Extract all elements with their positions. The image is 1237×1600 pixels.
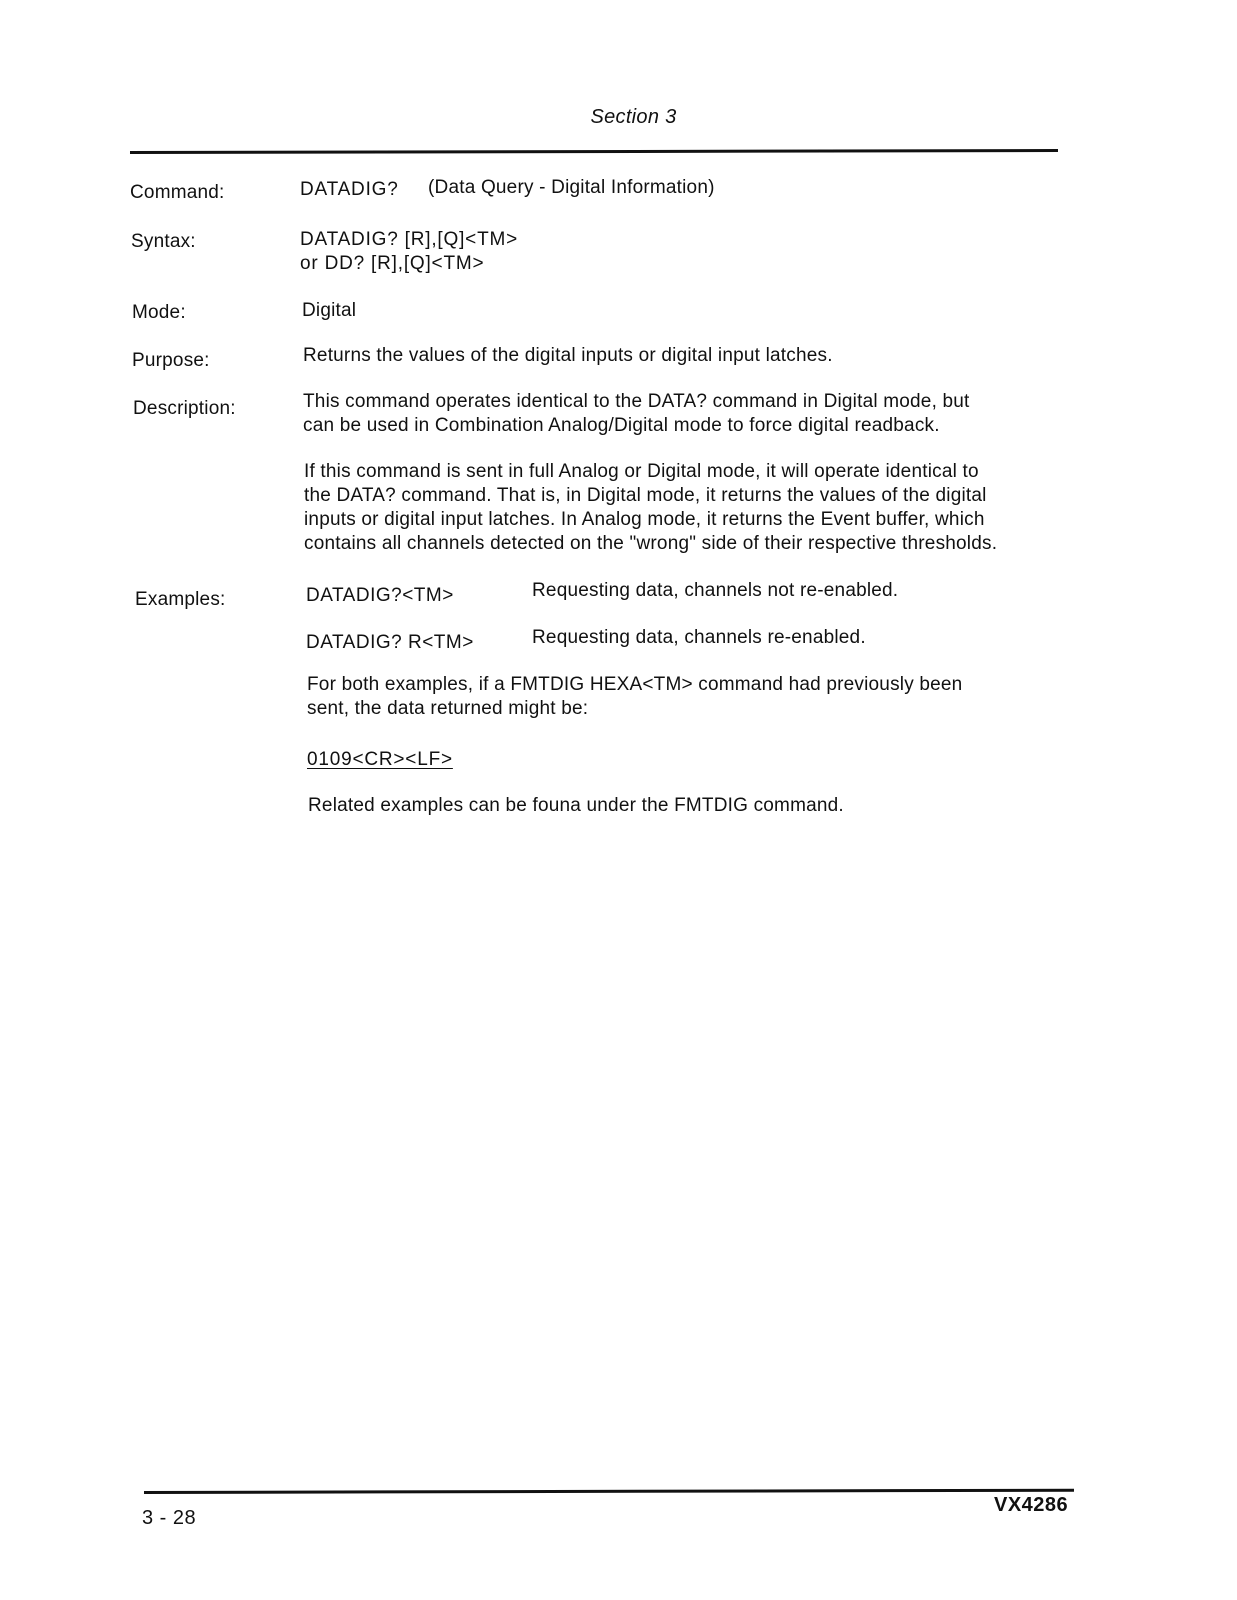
returned-data: 0109<CR><LF> xyxy=(307,749,453,770)
description-line: can be used in Combination Analog/Digital mode to force digital readback. xyxy=(303,415,940,436)
related-examples-note: Related examples can be founa under the FMTDIG command. xyxy=(308,795,844,816)
example-code: DATADIG?<TM> xyxy=(306,585,454,606)
description-label: Description: xyxy=(133,398,236,419)
command-label: Command: xyxy=(130,182,225,203)
description-paragraph-2 xyxy=(304,460,997,556)
examples-note xyxy=(307,673,962,721)
command-name: DATADIG? xyxy=(300,179,399,200)
syntax-line: DATADIG? [R],[Q]<TM> xyxy=(300,229,518,250)
description-line: the DATA? command. That is, in Digital mode, it returns the values of the digital xyxy=(304,485,987,506)
examples-label: Examples: xyxy=(135,589,226,610)
purpose-label: Purpose: xyxy=(132,350,210,371)
command-description: (Data Query - Digital Information) xyxy=(428,177,715,198)
description-line: contains all channels detected on the "wrong" side of their respective thresholds. xyxy=(304,533,998,554)
mode-label: Mode: xyxy=(132,302,186,323)
example-description: Requesting data, channels re-enabled. xyxy=(532,627,866,648)
note-line: For both examples, if a FMTDIG HEXA<TM> command had previously been xyxy=(307,674,963,695)
example-code: DATADIG? R<TM> xyxy=(306,632,474,653)
syntax-line: or DD? [R],[Q]<TM> xyxy=(300,253,485,274)
bottom-rule xyxy=(144,1489,1074,1494)
description-line: inputs or digital input latches. In Analog mode, it returns the Event buffer, which xyxy=(304,509,985,530)
product-name: VX4286 xyxy=(994,1494,1069,1516)
top-rule xyxy=(130,149,1058,154)
purpose-value: Returns the values of the digital inputs or digital input latches. xyxy=(303,345,833,366)
page-number: 3 - 28 xyxy=(142,1507,197,1529)
syntax-block xyxy=(300,228,518,276)
syntax-label: Syntax: xyxy=(131,231,196,252)
section-header: Section 3 xyxy=(590,106,677,128)
description-line: If this command is sent in full Analog or Digital mode, it will operate identical to xyxy=(304,461,979,482)
example-description: Requesting data, channels not re-enabled. xyxy=(532,580,899,601)
description-paragraph-1 xyxy=(303,390,970,438)
note-line: sent, the data returned might be: xyxy=(307,698,589,719)
mode-value: Digital xyxy=(302,300,357,321)
description-line: This command operates identical to the DATA? command in Digital mode, but xyxy=(303,391,970,412)
